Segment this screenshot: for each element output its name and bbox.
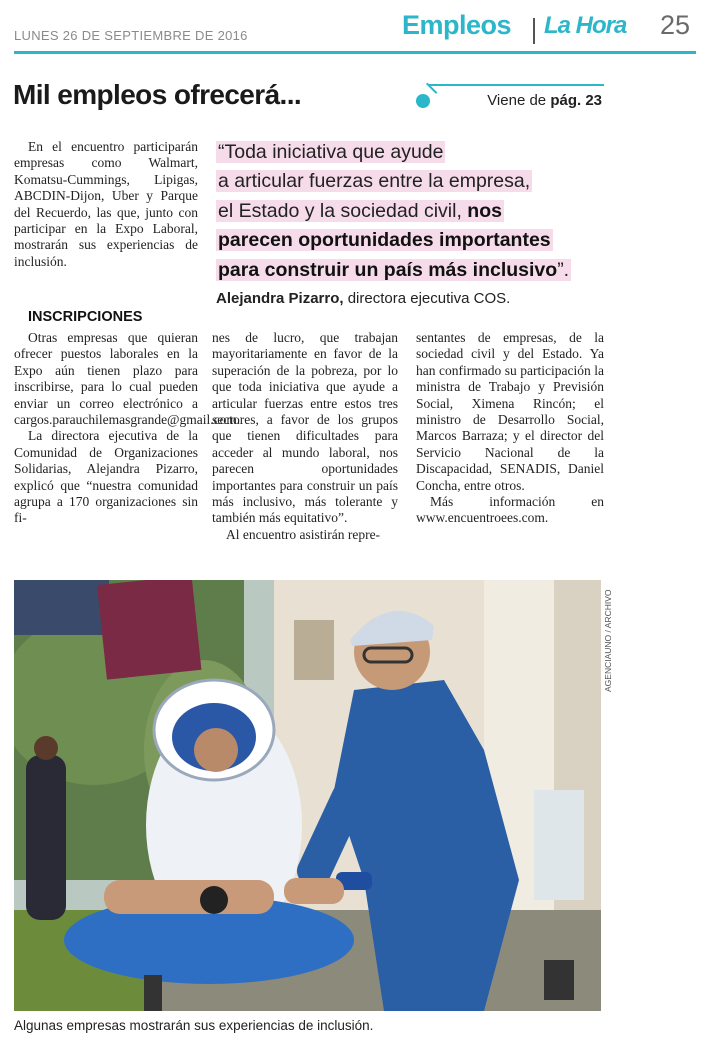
quote-bold: parecen oportunidades importantes bbox=[218, 229, 551, 252]
article-headline: Mil empleos ofrecerá... bbox=[13, 79, 302, 110]
section-name: Empleos bbox=[402, 10, 512, 40]
column-2 bbox=[212, 330, 398, 543]
paragraph: sentantes de empresas, de la sociedad civil y del Estado. Ya han confirmado su participación la ministra de Trabajo y Previsión Social, Ximena Rincón; el ministro de Desarrollo Social, Marcos Barraza; y el director del Servicio Nacional de la Discapacidad, SENADIS, Daniel Concha, entre otros. bbox=[416, 330, 604, 493]
paragraph: La directora ejecutiva de la Comunidad de Organizaciones Solidarias, Alejandra Pizarro, explicó que “nuestra comunidad agrupa a 170 organizaciones sin fi- bbox=[14, 428, 198, 526]
header-rule bbox=[14, 51, 696, 54]
quote-attribution bbox=[216, 290, 510, 307]
subhead-inscripciones: INSCRIPCIONES bbox=[28, 309, 143, 325]
photo-credit-text: AGENCIAUNO / ARCHIVO bbox=[603, 589, 613, 692]
column-3 bbox=[416, 330, 604, 527]
issue-date: LUNES 26 DE SEPTIEMBRE DE 2016 bbox=[14, 28, 248, 43]
page-header bbox=[14, 8, 696, 50]
header-separator bbox=[533, 18, 535, 44]
photo-illustration bbox=[14, 580, 601, 1011]
paragraph: Otras empresas que quieran ofrecer puestos laborales en la Expo aún tienen plazo para inscribirse, para lo cual pueden enviar un correo electrónico a cargos.parauchilemasgrande@gmail.com. bbox=[14, 330, 241, 428]
quote-author: Alejandra Pizarro, bbox=[216, 290, 344, 307]
quote-bold: para construir un país más inclusivo bbox=[218, 258, 558, 281]
pull-quote bbox=[216, 138, 608, 285]
paragraph: nes de lucro, que trabajan mayoritariamente en favor de la superación de la pobreza, por lo que toda iniciativa que ayude a articular fuerzas entre estos tres sectores, a favor de los grupos que tienen dificultades para acceder al mundo laboral, nos parecen oportunidades importantes para construir un país más inclusivo, más tolerante y también más equitativo”. bbox=[212, 330, 398, 526]
page-number: 25 bbox=[659, 10, 690, 40]
photo-credit bbox=[603, 582, 617, 692]
paragraph: Al encuentro asistirán repre- bbox=[226, 526, 381, 542]
continued-page: pág. 23 bbox=[550, 92, 602, 109]
newspaper-logo: La Hora bbox=[544, 12, 627, 39]
quote-author-role: directora ejecutiva COS. bbox=[343, 290, 511, 307]
quote-line: a articular fuerzas entre la empresa, bbox=[218, 170, 531, 193]
quote-end: ”. bbox=[557, 258, 570, 281]
column-1 bbox=[14, 330, 241, 527]
intro-column bbox=[14, 139, 198, 270]
continued-from-text bbox=[487, 92, 602, 109]
continued-prefix: Viene de bbox=[487, 92, 551, 109]
paragraph: Más información en www.encuentroees.com. bbox=[416, 494, 604, 526]
quote-line: “Toda iniciativa que ayude bbox=[218, 141, 444, 163]
article-photo bbox=[14, 580, 601, 1011]
intro-paragraph: En el encuentro participarán empresas como Walmart, Komatsu-Cummings, Lipigas, ABCDIN-Dijon, Uber y Parque del Recuerdo, las que, junto con participar en la Expo Laboral, mostrarán sus experiencias de inclusión. bbox=[14, 139, 198, 269]
continued-from-marker bbox=[416, 84, 606, 120]
quote-line: el Estado y la sociedad civil, bbox=[218, 199, 468, 222]
quote-bold: nos bbox=[467, 199, 502, 222]
marker-dot-icon bbox=[416, 94, 430, 108]
photo-caption: Algunas empresas mostrarán sus experiencias de inclusión. bbox=[14, 1018, 374, 1033]
marker-line bbox=[428, 84, 604, 86]
